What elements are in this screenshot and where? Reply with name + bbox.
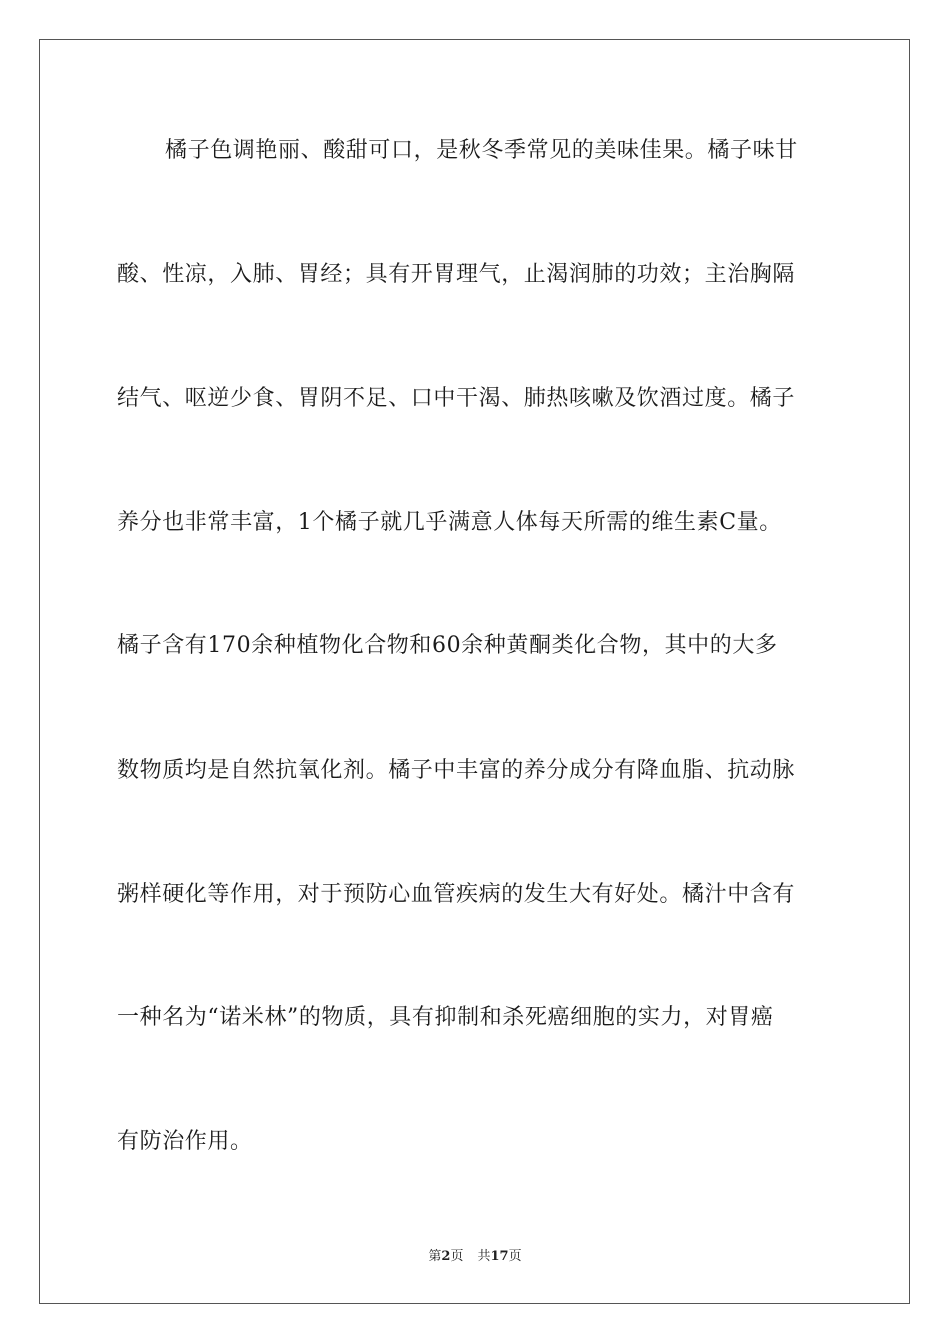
page-footer [0, 1248, 950, 1266]
page-border [39, 39, 910, 1304]
page-suffix: 页 [450, 1249, 464, 1264]
paragraph-line: 橘子含有170余种植物化合物和60余种黄酮类化合物，其中的大多 [117, 633, 778, 658]
paragraph-line: 粥样硬化等作用，对于预防心血管疾病的发生大有好处。橘汁中含有 [117, 882, 796, 907]
page-prefix: 第 [428, 1249, 442, 1264]
total-prefix: 共 [477, 1249, 491, 1264]
paragraph-line: 数物质均是自然抗氧化剂。橘子中丰富的养分成分有降血脂、抗动脉 [117, 758, 796, 783]
paragraph-line: 结气、呕逆少食、胃阴不足、口中干渴、肺热咳嗽及饮酒过度。橘子 [117, 386, 796, 411]
paragraph-line: 酸、性凉，入肺、胃经；具有开胃理气，止渴润肺的功效；主治胸隔 [117, 262, 796, 287]
paragraph-line: 一种名为“诺米林”的物质，具有抑制和杀死癌细胞的实力，对胃癌 [117, 1005, 774, 1030]
paragraph-line: 橘子色调艳丽、酸甜可口，是秋冬季常见的美味佳果。橘子味甘 [165, 138, 798, 163]
total-suffix: 页 [508, 1249, 522, 1264]
page-number: 2 [441, 1249, 451, 1264]
paragraph-line: 养分也非常丰富，1个橘子就几乎满意人体每天所需的维生素C量。 [117, 510, 782, 535]
total-pages: 17 [490, 1249, 509, 1264]
paragraph-line: 有防治作用。 [117, 1129, 253, 1154]
